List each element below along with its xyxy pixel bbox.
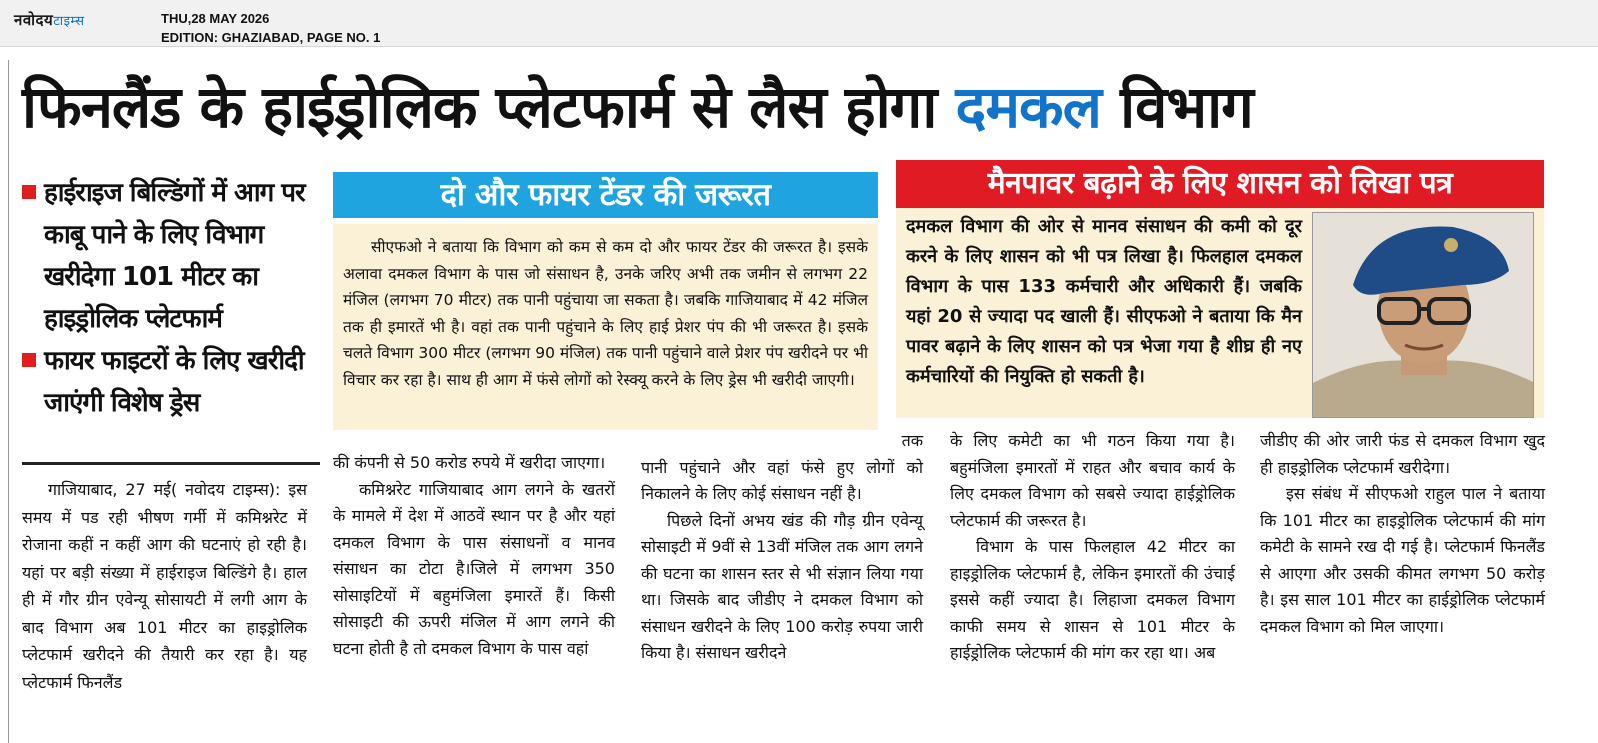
manpower-box <box>896 208 1544 418</box>
highlights-list <box>22 172 322 424</box>
brand-name: नवोदय <box>14 11 54 29</box>
tender-paragraph: सीएफओ ने बताया कि विभाग को कम से कम दो और फायर टेंडर की जरूरत है। इसके अलावा दमकल विभाग के पास जो संसाधन है, उनके जरिए अभी तक जमीन से लगभग 22 मंजिल (लगभग 70 मीटर) तक पानी पहुंचाया जा सकता है। जबकि गाजियाबाद में 42 मंजिल तक ही इमारतें भी है। वहां तक पानी पहुंचाने के लिए हाई प्रेशर पंप की भी जरूरत है। इसके चलते विभाग 300 मीटर (लगभग 90 मंजिल) तक पानी पहुंचाने वाले प्रेशर पंप खरीदने पर भी विचार कर रहा है। साथ ही आग में फंसे लोगों को रेस्क्यू करने के लिए ड्रेस भी खरीदी जाएगी। <box>343 238 868 389</box>
column-paragraph: पानी पहुंचाने और वहां फंसे हुए लोगों को निकालने के लिए कोई संसाधन नहीं है। <box>641 457 923 503</box>
column-paragraph: इस संबंध में सीएफओ राहुल पाल ने बताया कि 101 मीटर का हाइड्रोलिक प्लेटफार्म की मांग कमेटी के सामने रख दी गई है। प्लेटफार्म फिनलैंड से आएगा और उसकी कीमत लगभग 50 करोड़ है। इस साल 101 मीटर का हाईड्रोलिक प्लेटफार्म दमकल विभाग को मिल जाएगा। <box>1260 484 1545 636</box>
highlight-item <box>22 172 322 340</box>
issue-date: THU,28 MAY 2026 <box>161 11 270 26</box>
highlight-item <box>22 340 322 424</box>
manpower-box-title: मैनपावर बढ़ाने के लिए शासन को लिखा पत्र <box>896 160 1544 208</box>
column-paragraph: के लिए कमेटी का भी गठन किया गया है। बहुमंजिला इमारतों में राहत और बचाव कार्य के लिए दमकल विभाग को सबसे ज्यादा हाईड्रोलिक प्लेटफार्म की जरूरत है। <box>950 431 1235 530</box>
tender-box-title: दो और फायर टेंडर की जरूरत <box>333 172 878 218</box>
headline-highlight: दमकल <box>955 73 1101 141</box>
brand-suffix: टाइम्स <box>53 14 85 29</box>
column-continuation: तक <box>901 431 923 450</box>
article-column-4 <box>950 428 1235 667</box>
highlight-text: हाईराइज बिल्डिंगों में आग पर काबू पाने के लिए विभाग खरीदेगा 101 मीटर का हाइड्रोलिक प्लेटफार्म <box>44 178 305 334</box>
officer-portrait-icon <box>1313 213 1534 418</box>
tender-box-body <box>333 224 878 430</box>
page-left-border <box>8 60 9 743</box>
headline-part1: फिनलैंड के हाईड्रोलिक प्लेटफार्म से लैस होगा <box>22 73 956 141</box>
edition-meta <box>161 9 380 47</box>
article-column-3 <box>641 428 923 667</box>
article-column-2 <box>333 450 615 662</box>
column-paragraph: की कंपनी से 50 करोड रुपये में खरीदा जाएगा। <box>333 453 606 472</box>
brand-logo[interactable] <box>14 10 85 30</box>
article-column-5 <box>1260 428 1545 640</box>
column-paragraph: कमिश्नरेट गाजियाबाद आग लगने के खतरों के मामले में देश में आठवें स्थान पर है और यहां दमकल विभाग के पास संसाधनों व मानव संसाधन का टोटा है।जिले में लगभग 350 सोसाइटियों में बहुमंजिला इमारतें हैं। किसी सोसाइटी की ऊपरी मंजिल में आग लगने की घटना होती है तो दमकल विभाग के पास वहां <box>333 479 615 658</box>
column-paragraph: जीडीए की ओर जारी फंड से दमकल विभाग खुद ही हाइड्रोलिक प्लेटफार्म खरीदेगा। <box>1260 431 1545 477</box>
column-paragraph: विभाग के पास फिलहाल 42 मीटर का हाइड्रोलिक प्लेटफार्म है, लेकिन इमारतों की उंचाई इससे कहीं ज्यादा है। लिहाजा दमकल विभाग काफी समय से शासन से 101 मीटर के हाईड्रोलिक प्लेटफार्म की मांग कर रहा था। अब <box>950 537 1235 662</box>
column-paragraph: पिछले दिनों अभय खंड की गौड़ ग्रीन एवेन्यू सोसाइटी में 9वीं से 13वीं मंजिल तक आग लगने की घटना का शासन स्तर से भी संज्ञान लिया गया था। जिसके बाद जीडीए ने दमकल विभाग को संसाधन खरीदने के लिए 100 करोड़ रुपया जारी किया है। संसाधन खरीदने <box>641 510 923 662</box>
officer-photo <box>1312 212 1534 418</box>
red-square-icon <box>22 353 36 367</box>
lede-paragraph: गाजियाबाद, 27 मई( नवोदय टाइम्स): इस समय में पड रही भीषण गर्मी में कमिश्नरेट में रोजाना कहीं न कहीं आग की घटनाएं हो रही है। यहां पर बड़ी संख्या में हाईराइज बिल्डिंगे है। हाल ही में गौर ग्रीन एवेन्यू सोसायटी में लगी आग के बाद विभाग अब 101 मीटर का हाइड्रोलिक प्लेटफार्म खरीदने की तैयारी कर रहा है। यह प्लेटफार्म फिनलैंड <box>22 480 307 692</box>
red-square-icon <box>22 185 36 199</box>
highlight-text: फायर फाइटरों के लिए खरीदी जाएंगी विशेष ड्रेस <box>44 346 304 418</box>
headline-part2: विभाग <box>1100 73 1253 141</box>
manpower-text: दमकल विभाग की ओर से मानव संसाधन की कमी को दूर करने के लिए शासन को भी पत्र लिखा है। फिलहाल दमकल विभाग के पास 133 कर्मचारी और अधिकारी हैं। जबकि यहां 20 से ज्यादा पद खाली हैं। सीएफओ ने बताया कि मैन पावर बढ़ाने के लिए शासन को पत्र भेजा गया है शीघ्र ही नए कर्मचारियों की नियुक्ति हो सकती है। <box>906 216 1302 387</box>
top-bar <box>0 0 1598 47</box>
edition-info: EDITION: GHAZIABAD, PAGE NO. 1 <box>161 30 381 45</box>
article-lede <box>22 476 307 696</box>
page-headline <box>22 68 1582 146</box>
highlights-divider <box>22 462 320 465</box>
